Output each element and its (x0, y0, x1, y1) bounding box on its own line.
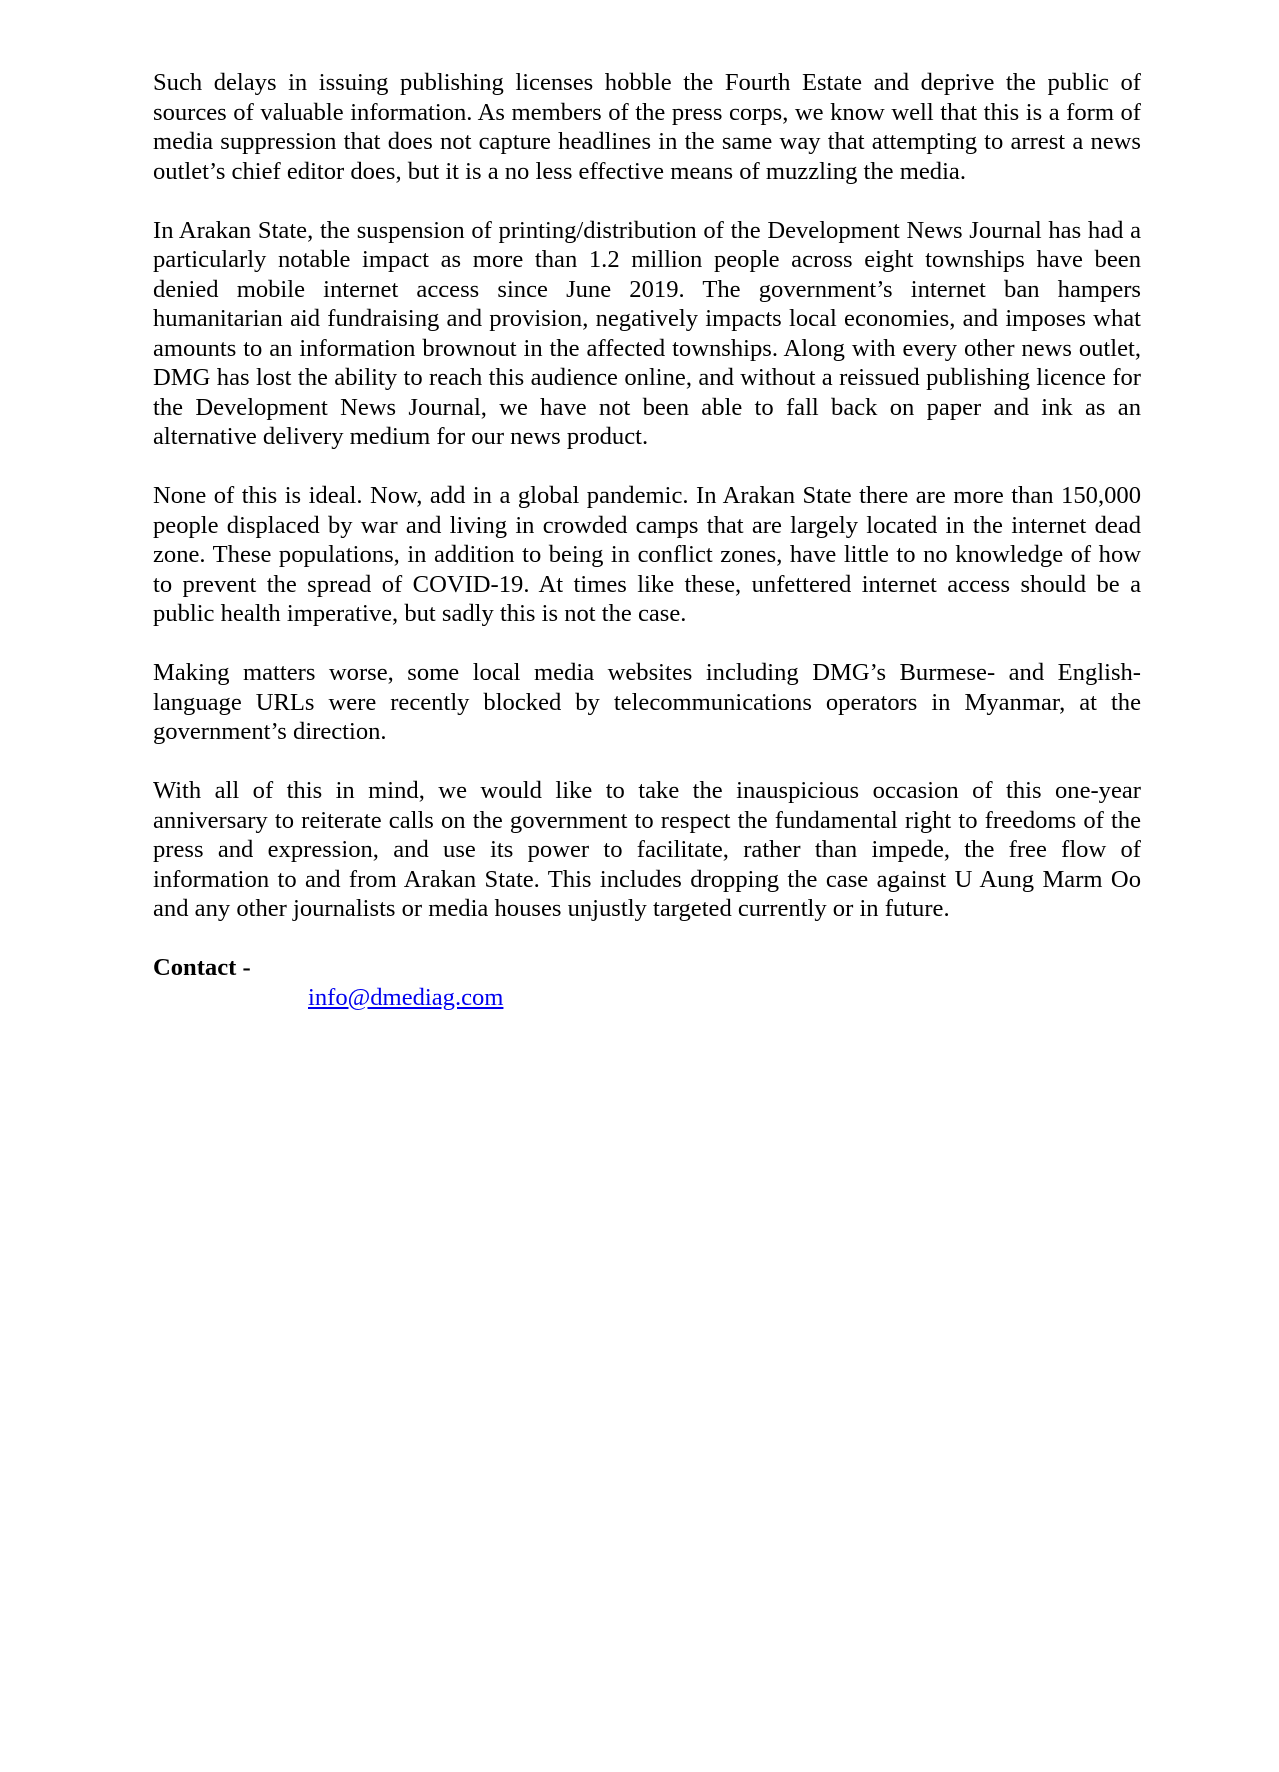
paragraph-call-to-government: With all of this in mind, we would like to take the inauspicious occasion of this one-year anniversary to reiterate calls on the government to respect the fundamental right to freedoms of the press and expression, and use its power to facilitate, rather than impede, the free flow of information to and from Arakan State. This includes dropping the case against U Aung Marm Oo and any other journalists or media houses unjustly targeted currently or in future. (153, 777, 1141, 922)
contact-email-line (153, 983, 1141, 1013)
document-page (153, 68, 1141, 1012)
paragraph-arakan-internet-ban: In Arakan State, the suspension of printing/distribution of the Development News Journal has had a particularly notable impact as more than 1.2 million people across eight townships have been denied mobile internet access since June 2019. The government’s internet ban hampers humanitarian aid fundraising and provision, negatively impacts local economies, and imposes what amounts to an information brownout in the affected townships. Along with every other news outlet, DMG has lost the ability to reach this audience online, and without a reissued publishing licence for the Development News Journal, we have not been able to fall back on paper and ink as an alternative delivery medium for our news product. (153, 216, 1141, 450)
paragraph-licensing-delays: Such delays in issuing publishing licenses hobble the Fourth Estate and deprive the public of sources of valuable information. As members of the press corps, we know well that this is a form of media suppression that does not capture headlines in the same way that attempting to arrest a news outlet’s chief editor does, but it is a no less effective means of muzzling the media. (153, 69, 1141, 185)
paragraph-global-pandemic: None of this is ideal. Now, add in a global pandemic. In Arakan State there are more than 150,000 people displaced by war and living in crowded camps that are largely located in the internet dead zone. These populations, in addition to being in conflict zones, have little to no knowledge of how to prevent the spread of COVID-19. At times like these, unfettered internet access should be a public health imperative, but sadly this is not the case. (153, 482, 1141, 627)
contact-label: Contact - (153, 954, 251, 981)
paragraph-websites-blocked: Making matters worse, some local media websites including DMG’s Burmese- and English-language URLs were recently blocked by telecommunications operators in Myanmar, at the government’s direction. (153, 659, 1141, 745)
contact-email-link[interactable]: info@dmediag.com (308, 983, 504, 1011)
contact-section (153, 953, 1141, 1012)
